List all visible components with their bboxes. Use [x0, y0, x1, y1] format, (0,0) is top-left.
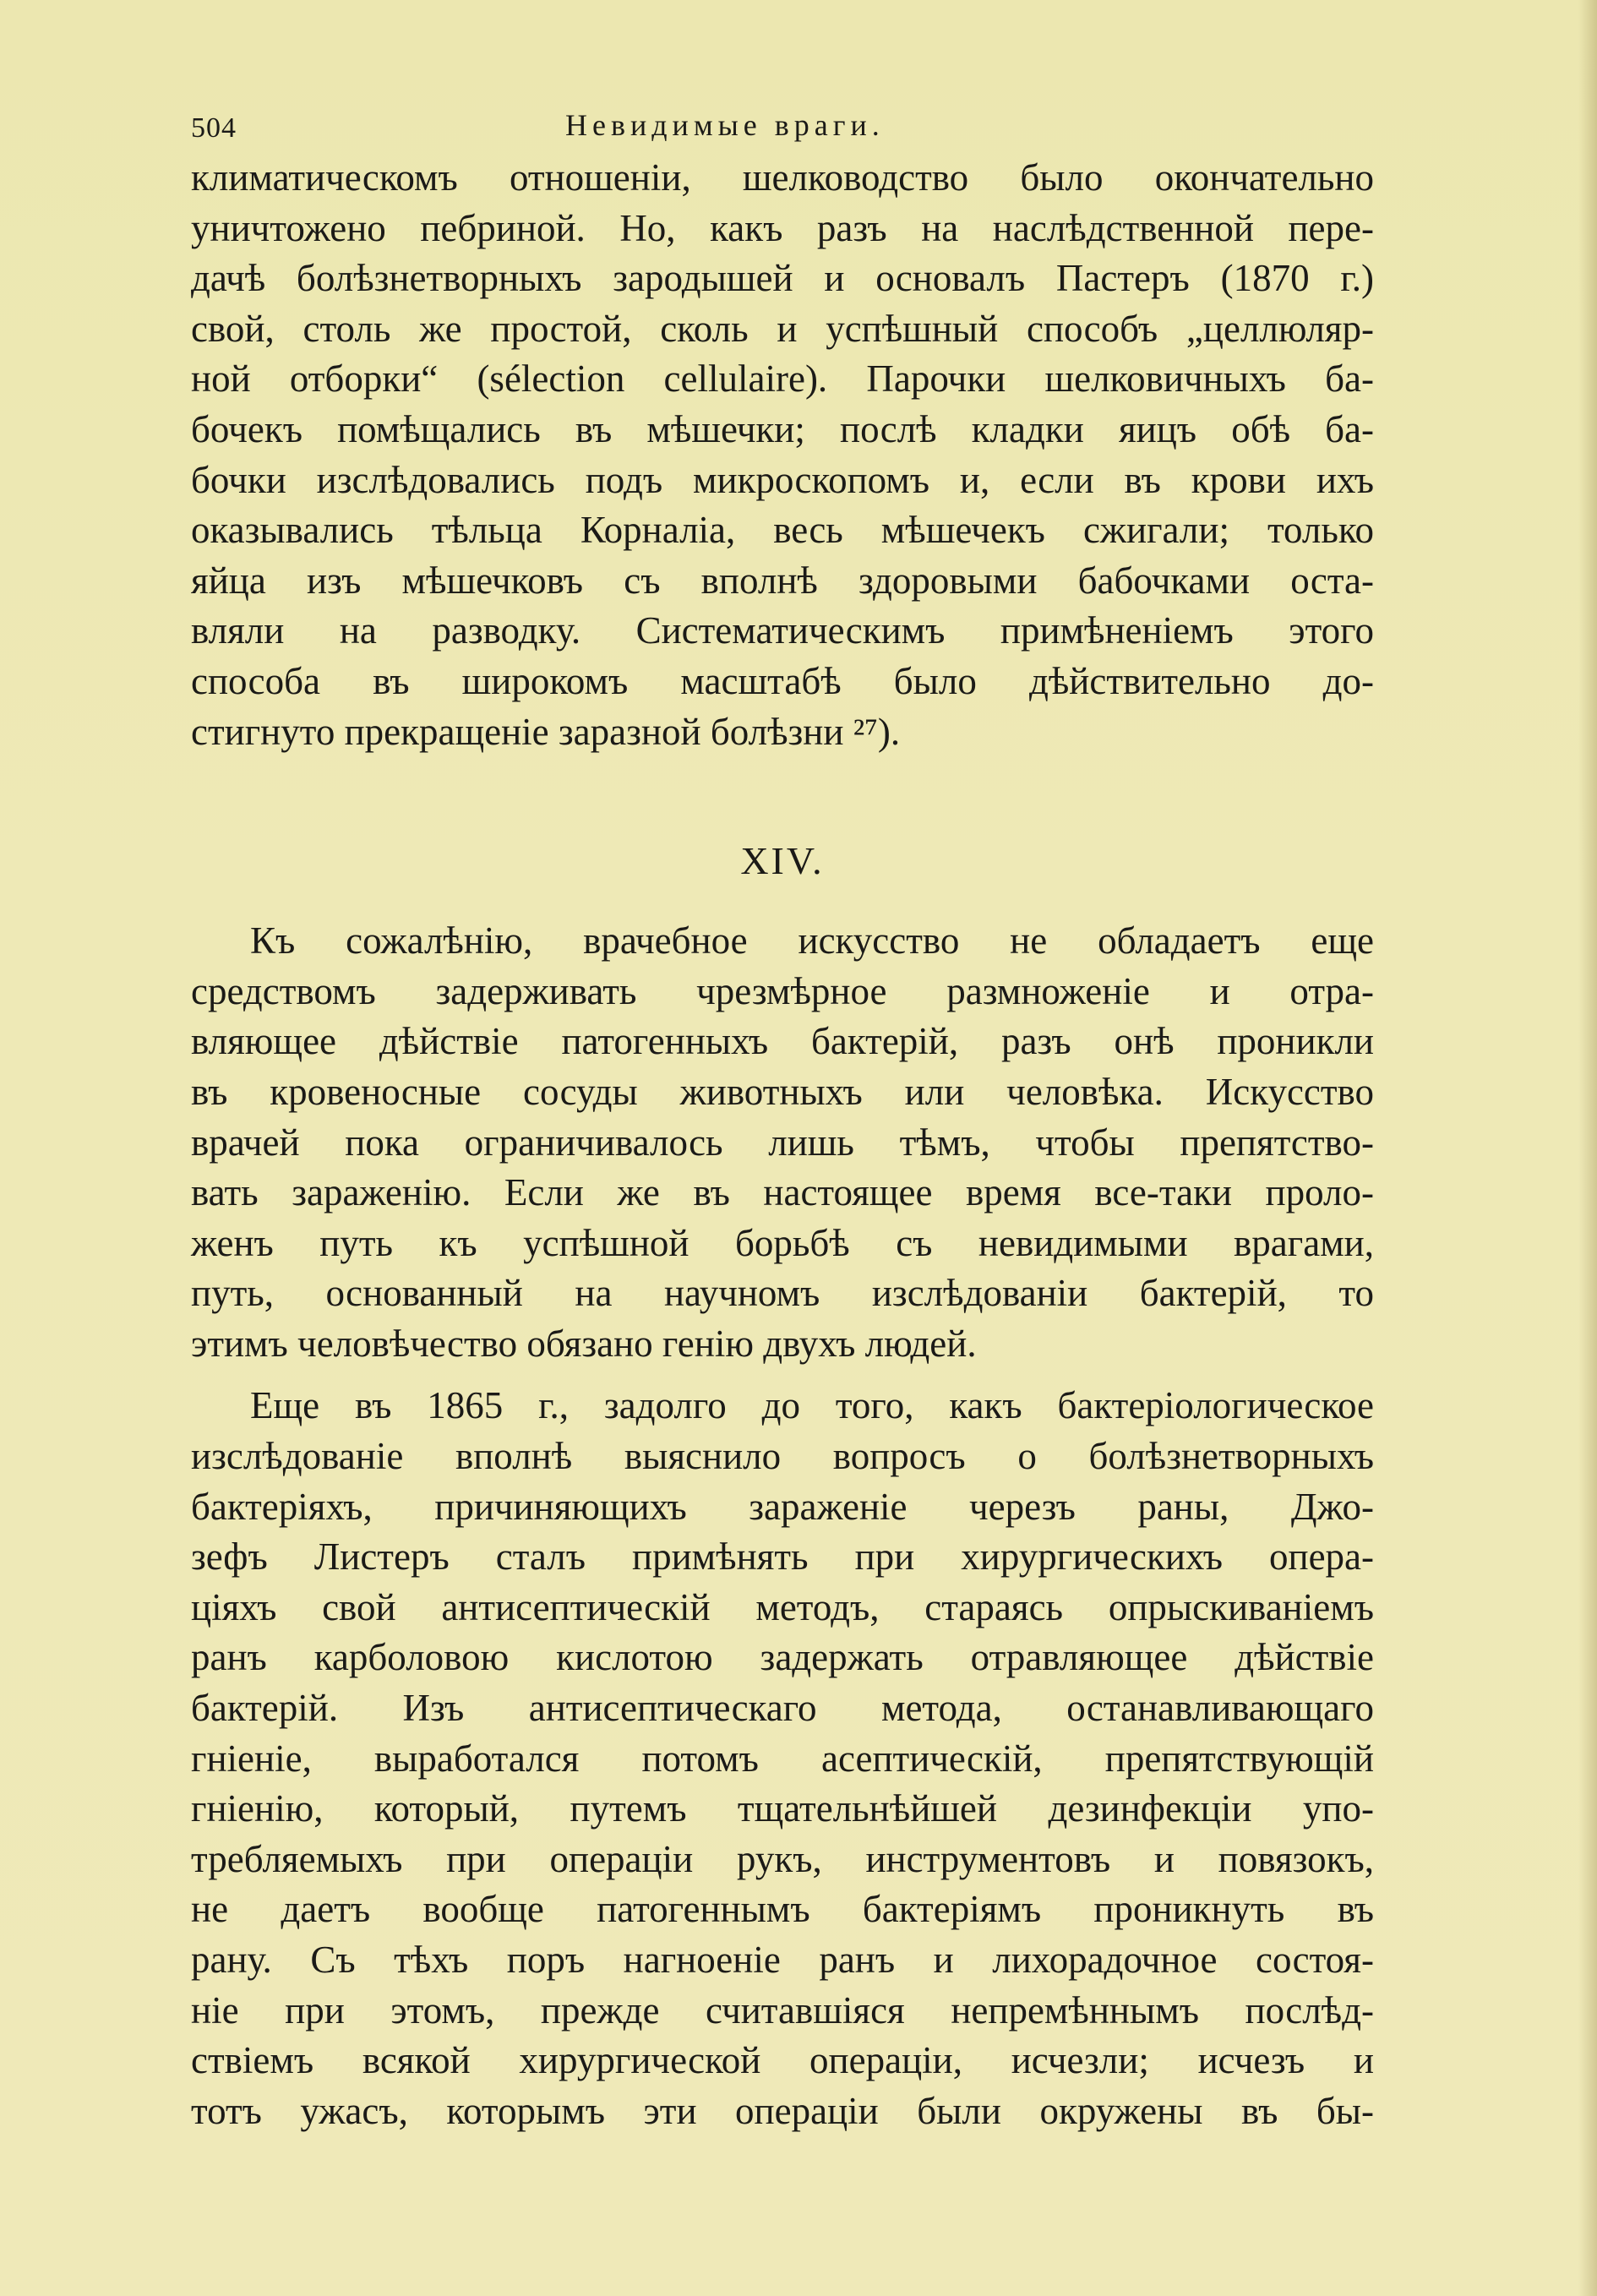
page-content [191, 97, 1374, 2136]
text-line: стигнуто прекращеніе заразной болѣзни ²⁷). [191, 710, 901, 753]
text-line: этимъ человѣчество обязано генію двухъ людей. [191, 1322, 977, 1365]
text-line: требляемыхъ при операціи рукъ, инструментовъ и повязокъ, [191, 1837, 1374, 1880]
text-line: зефъ Листеръ сталъ примѣнять при хирургическихъ опера- [191, 1535, 1374, 1579]
text-line: врачей пока ограничивалось лишь тѣмъ, чтобы препятство- [191, 1121, 1374, 1164]
text-line: оказывались тѣльца Корналіа, весь мѣшечекъ сжигали; только [191, 509, 1374, 552]
text-line: бочекъ помѣщались въ мѣшечки; послѣ кладки яицъ обѣ ба- [191, 407, 1374, 450]
text-line: способа въ широкомъ масштабѣ было дѣйствительно до- [191, 659, 1374, 702]
text-line: ніе при этомъ, прежде считавшіяся непремѣннымъ послѣд- [191, 1988, 1374, 2031]
text-line: вать зараженію. Если же въ настоящее время все-таки проло- [191, 1171, 1374, 1214]
running-title: Невидимые враги. [565, 108, 885, 142]
paragraph-1 [191, 916, 1374, 1369]
text-line: вляли на разводку. Систематическимъ примѣненіемъ этого [191, 609, 1374, 652]
text-line: въ кровеносные сосуды животныхъ или человѣка. Искусство [191, 1070, 1374, 1113]
text-line: тотъ ужасъ, которымъ эти операціи были окружены въ бы- [191, 2089, 1374, 2132]
text-line: свой, столь же простой, сколь и успѣшный способъ „целлюляр- [191, 307, 1374, 350]
text-line: ранъ карболовою кислотою задержать отравляющее дѣйствіе [191, 1636, 1374, 1679]
text-line: гніенію, который, путемъ тщательнѣйшей дезинфекціи упо- [191, 1787, 1374, 1830]
text-line: не даетъ вообще патогеннымъ бактеріямъ проникнуть въ [191, 1888, 1374, 1931]
text-line: яйца изъ мѣшечковъ съ вполнѣ здоровыми бабочками оста- [191, 559, 1374, 602]
paragraph-gap [191, 1369, 1374, 1381]
text-line: женъ путь къ успѣшной борьбѣ съ невидимыми врагами, [191, 1221, 1374, 1264]
text-line: уничтожено пебриной. Но, какъ разъ на наслѣдственной пере- [191, 206, 1374, 249]
text-line: бочки изслѣдовались подъ микроскопомъ и, если въ крови ихъ [191, 458, 1374, 501]
text-line: бактерій. Изъ антисептическаго метода, останавливающаго [191, 1687, 1374, 1730]
text-line: Еще въ 1865 г., задолго до того, какъ бактеріологическое [250, 1384, 1374, 1427]
text-line: изслѣдованіе вполнѣ выяснило вопросъ о болѣзнетворныхъ [191, 1435, 1374, 1478]
running-head [191, 97, 1374, 153]
intro-paragraph [191, 153, 1374, 757]
text-line: ной отборки“ (sélection cellulaire). Парочки шелковичныхъ ба- [191, 357, 1374, 401]
text-line: климатическомъ отношеніи, шелководство было окончательно [191, 156, 1374, 199]
text-line: гніеніе, выработался потомъ асептическій, препятствующій [191, 1737, 1374, 1780]
text-line: Къ сожалѣнію, врачебное искусство не обладаетъ еще [250, 919, 1374, 963]
page-edge-shadow [1578, 0, 1597, 2296]
text-line: бактеріяхъ, причиняющихъ зараженіе черезъ раны, Джо- [191, 1485, 1374, 1528]
section-heading: XIV. [740, 839, 825, 883]
page-number: 504 [191, 112, 237, 144]
text-line: путь, основанный на научномъ изслѣдованіи бактерій, то [191, 1272, 1374, 1315]
text-line: вляющее дѣйствіе патогенныхъ бактерій, разъ онѣ проникли [191, 1020, 1374, 1063]
paragraph-2 [191, 1381, 1374, 2136]
text-line: средствомъ задерживать чрезмѣрное размноженіе и отра- [191, 969, 1374, 1012]
text-line: ствіемъ всякой хирургической операціи, исчезли; исчезъ и [191, 2039, 1374, 2082]
text-line: рану. Съ тѣхъ поръ нагноеніе ранъ и лихорадочное состоя- [191, 1939, 1374, 1981]
text-line: ціяхъ свой антисептическій методъ, стараясь опрыскиваніемъ [191, 1585, 1374, 1628]
text-line: дачѣ болѣзнетворныхъ зародышей и основалъ Пастеръ (1870 г.) [191, 257, 1374, 300]
